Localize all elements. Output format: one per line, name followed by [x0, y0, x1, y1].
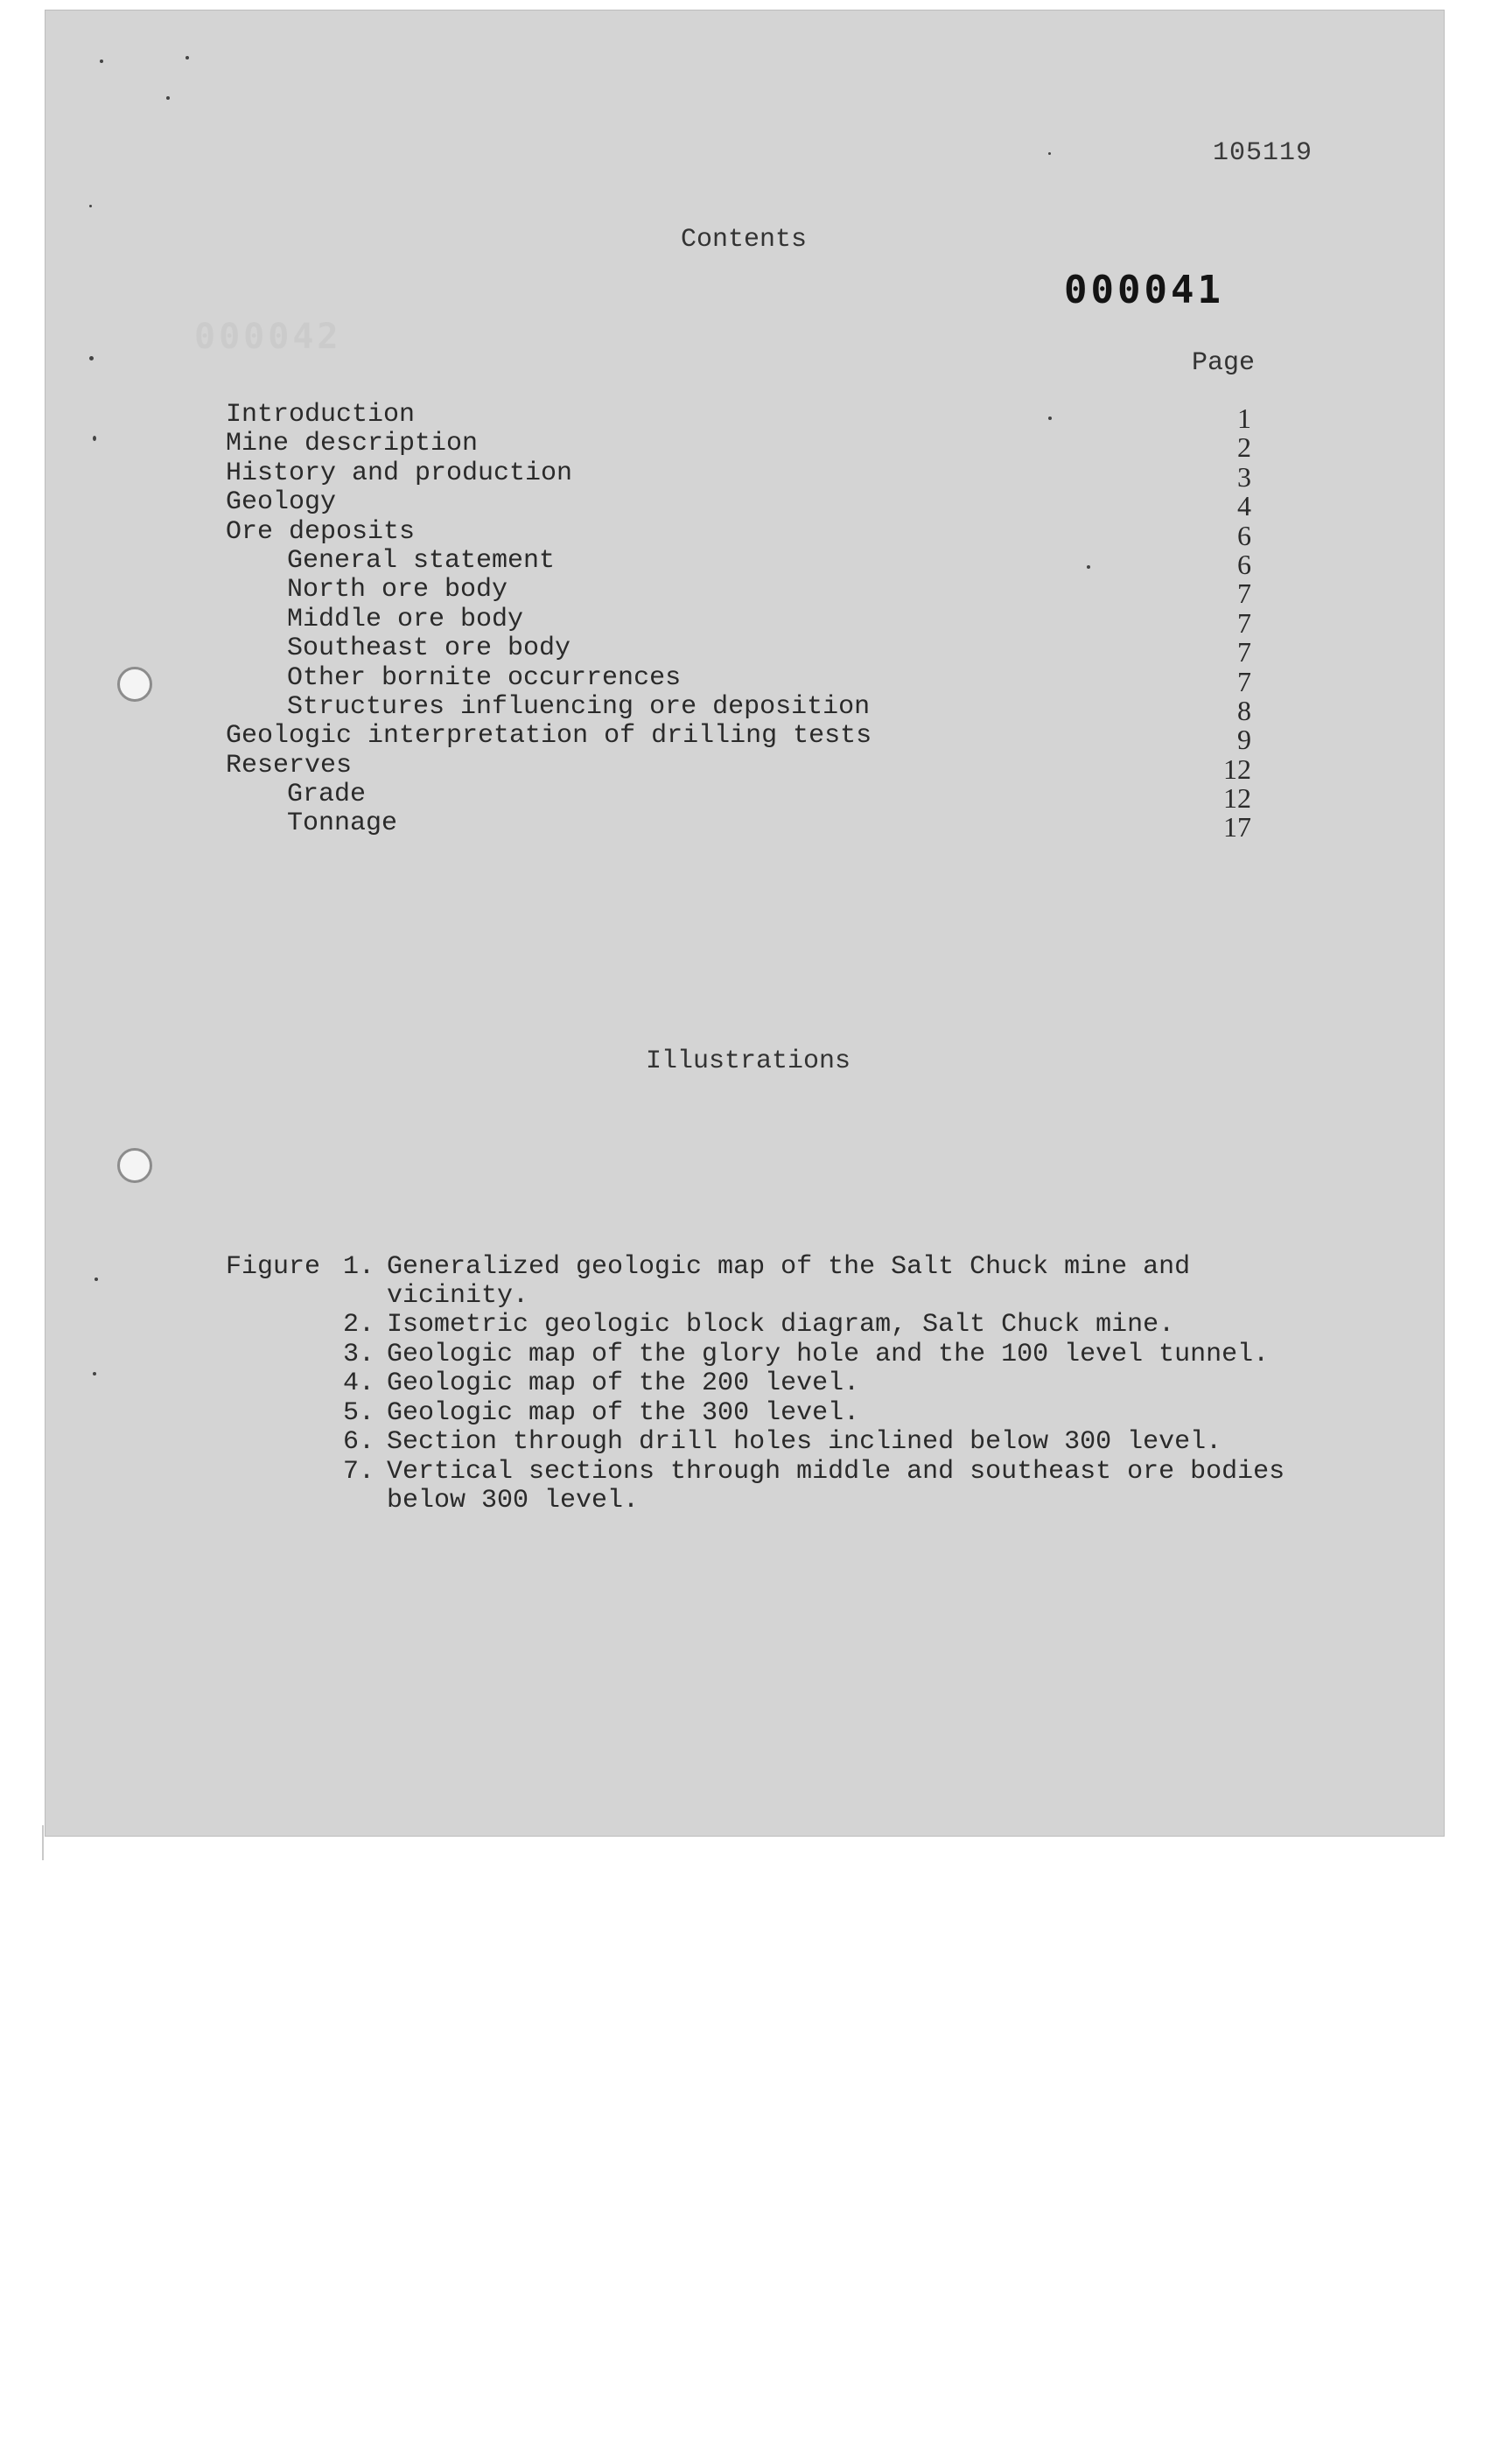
scan-speck [186, 56, 189, 60]
figure-number: 7. [342, 1456, 374, 1487]
table-of-contents [226, 400, 1251, 844]
toc-entry [226, 458, 1251, 493]
toc-entry-label: Other bornite occurrences [287, 662, 682, 693]
scan-speck [89, 205, 92, 207]
figure-caption: Geologic map of the glory hole and the 100 level tunnel. [387, 1339, 1270, 1369]
toc-entry-page: 17 [1223, 811, 1251, 844]
figure-number: 5. [342, 1397, 374, 1428]
toc-entry [226, 750, 1251, 785]
toc-entry-label: Structures influencing ore deposition [287, 691, 871, 722]
scan-speck [93, 436, 96, 441]
toc-entry-label: Middle ore body [287, 604, 524, 634]
toc-entry-page: 12 [1223, 782, 1251, 815]
figure-entry [226, 1369, 1293, 1399]
scan-speck [1048, 152, 1051, 155]
document-sheet [46, 10, 1444, 1836]
bleed-through-stamp: 000042 [194, 317, 342, 357]
toc-entry-label: Tonnage [287, 808, 398, 839]
toc-entry-page: 1 [1237, 402, 1251, 434]
illustrations-list [226, 1253, 1293, 1516]
toc-entry-label: Mine description [226, 429, 479, 459]
figure-caption: Isometric geologic block diagram, Salt Chuck mine. [387, 1310, 1175, 1340]
figure-entry [226, 1253, 1293, 1311]
toc-entry-label: North ore body [287, 575, 508, 606]
toc-entry-label: Southeast ore body [287, 634, 571, 664]
figure-number: 6. [342, 1427, 374, 1458]
toc-entry-page: 2 [1237, 431, 1251, 464]
illustrations-heading: Illustrations [645, 1046, 851, 1076]
scan-speck [89, 356, 94, 360]
toc-entry-page: 6 [1237, 519, 1251, 551]
toc-entry-label: Geology [226, 487, 337, 518]
toc-entry-page: 7 [1237, 606, 1251, 639]
toc-entry-page: 7 [1237, 665, 1251, 697]
toc-subentry [226, 691, 1251, 726]
toc-entry-page: 12 [1223, 752, 1251, 785]
toc-entry [226, 400, 1251, 434]
toc-entry-label: Grade [287, 780, 367, 810]
toc-entry [226, 429, 1251, 464]
toc-entry-page: 9 [1237, 724, 1251, 756]
punch-hole-bottom [117, 1148, 152, 1183]
toc-entry-page: 6 [1237, 548, 1251, 580]
toc-entry [226, 487, 1251, 522]
toc-entry-page: 3 [1237, 460, 1251, 493]
scan-speck [166, 96, 170, 100]
figure-caption: Section through drill holes inclined below 300 level. [387, 1427, 1222, 1458]
toc-entry-label: Geologic interpretation of drilling tests [226, 721, 872, 752]
toc-subentry [226, 808, 1251, 844]
figure-entry [226, 1428, 1293, 1458]
figure-number: 1. [342, 1252, 374, 1282]
toc-subentry [226, 604, 1251, 639]
punch-hole-top [117, 667, 152, 702]
toc-entry [226, 516, 1251, 551]
toc-entry-page: 7 [1237, 578, 1251, 610]
scan-speck [94, 1278, 98, 1281]
page-column-header: Page [1192, 348, 1256, 378]
figure-caption: Vertical sections through middle and southeast ore bodies below 300 level. [387, 1456, 1285, 1516]
toc-entry-label: History and production [226, 458, 573, 488]
scan-speck [93, 1372, 96, 1376]
scan-speck [100, 60, 103, 63]
toc-entry-label: Reserves [226, 750, 353, 780]
figure-caption: Geologic map of the 300 level. [387, 1397, 860, 1428]
contents-heading: Contents [680, 225, 808, 255]
toc-subentry [226, 575, 1251, 610]
figure-number: 4. [342, 1368, 374, 1399]
toc-subentry [226, 634, 1251, 668]
document-number: 105119 [1212, 138, 1312, 168]
toc-entry-page: 4 [1237, 490, 1251, 522]
scan-edge-line [42, 1825, 44, 1860]
toc-entry-label: Introduction [226, 400, 416, 430]
figure-entry [226, 1340, 1293, 1370]
figure-number: 2. [342, 1310, 374, 1340]
toc-entry-page: 8 [1237, 694, 1251, 726]
figure-caption: Generalized geologic map of the Salt Chuck mine and vicinity. [387, 1252, 1191, 1311]
figure-entry [226, 1458, 1293, 1516]
figure-number: 3. [342, 1339, 374, 1369]
page-stamp: 000041 [1064, 268, 1224, 312]
figure-entry [226, 1399, 1293, 1429]
toc-subentry [226, 545, 1251, 580]
figure-entry [226, 1311, 1293, 1340]
toc-subentry [226, 662, 1251, 697]
toc-entry [226, 721, 1251, 756]
toc-entry-page: 7 [1237, 636, 1251, 668]
toc-entry-label: Ore deposits [226, 516, 416, 547]
figure-prefix: Figure [226, 1252, 321, 1282]
toc-subentry [226, 780, 1251, 815]
toc-entry-label: General statement [287, 545, 556, 576]
figure-caption: Geologic map of the 200 level. [387, 1368, 860, 1399]
